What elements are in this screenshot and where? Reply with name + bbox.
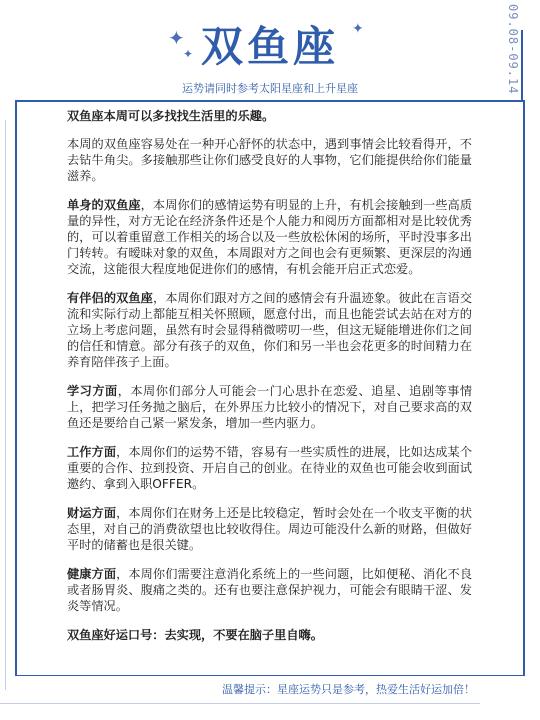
paragraph-label: 有伴侣的双鱼座 [67,291,153,305]
paragraph-work [67,444,472,492]
paragraph-label: 学习方面 [67,384,118,398]
paragraph-single [67,197,472,277]
footer-divider [0,703,480,704]
paragraph-text: ，本周你们跟对方之间的感情会有升温迹象。彼此在言语交流和实际行动上都能互相关怀照顾，愿意付出，而且也能尝试去站在对方的立场上考虑问题，虽然有时会显得稍微唠叨一些，但这无疑能增进你们之间的信任和情意。部分有孩子的双鱼，你们和另一半也会花更多的时间精力在养育陪伴孩子上面。 [67,291,473,369]
paragraph-text: ，本周你们的运势不错，容易有一些实质性的进展，比如达成某个重要的合作、拉到投资、开启自己的创业。在待业的双鱼也可能会收到面试邀约、拿到入职OFFER。 [67,445,473,491]
paragraph-label: 健康方面 [67,567,117,581]
paragraph-text: ，本周你们需要注意消化系统上的一些问题，比如便秘、消化不良或者肠胃炎、腹痛之类的。还有也要注意保护视力，可能会有眼睛干涩、发炎等情况。 [67,567,473,613]
paragraph-overview [67,136,472,184]
left-divider [5,120,6,690]
intro-text: 双鱼座本周可以多找找生活里的乐趣。 [67,109,275,123]
paragraph-text: 本周的双鱼座容易处在一种开心舒怀的状态中，遇到事情会比较看得开，不去钻牛角尖。多接触那些让你们感受良好的人事物，它们能提供给你们能量滋养。 [67,137,472,183]
paragraph-label: 财运方面 [67,506,117,520]
page-subtitle: 运势请同时参考太阳星座和上升星座 [182,82,358,95]
date-range: 09.08-09.14 [506,4,520,95]
footer-tip: 温馨提示：星座运势只是参考，热爱生活好运加倍！ [222,683,475,696]
footer [0,673,540,720]
frame-decoration [500,30,523,102]
horoscope-content [67,108,472,656]
paragraph-label: 单身的双鱼座 [67,198,141,212]
paragraph-study [67,383,472,431]
header [0,0,540,100]
sparkle-icon: ✦ [352,21,364,37]
paragraph-text: ，本周你们的感情运势有明显的上升，有机会接触到一些高质量的异性，对方无论在经济条件还是个人能力和阅历方面都相对是比较优秀的，可以着重留意工作相关的场合以及一些放松休闲的场所，平时没事多出门转转。有暧昧对象的双鱼，本周跟对方之间也会有更频繁、更深层的沟通交流，这能很大程度地促进你们的感情，有机会能开启正式恋爱。 [67,198,473,276]
sparkle-icon: ✦ [168,26,185,50]
lucky-slogan: 双鱼座好运口号：去实现，不要在脑子里自嗨。 [67,628,323,642]
paragraph-label: 工作方面 [67,445,117,459]
paragraph-health [67,566,472,614]
page-title: 双鱼座 [200,22,339,71]
paragraph-text: ，本周你们在财务上还是比较稳定，暂时会处在一个收支平衡的状态里，对自己的消费欲望也比较收得住。周边可能没什么新的财路，但做好平时的储蓄也是很关键。 [67,506,473,552]
paragraph-finance [67,505,472,553]
paragraph-text: ，本周你们部分人可能会一门心思扑在恋爱、追星、追剧等事情上，把学习任务抛之脑后，在外界压力比较小的情况下，对自己要求高的双鱼还是要给自己紧一紧发条，增加一些内驱力。 [67,384,473,430]
sparkle-icon: ✦ [183,47,194,61]
paragraph-couple [67,290,472,370]
